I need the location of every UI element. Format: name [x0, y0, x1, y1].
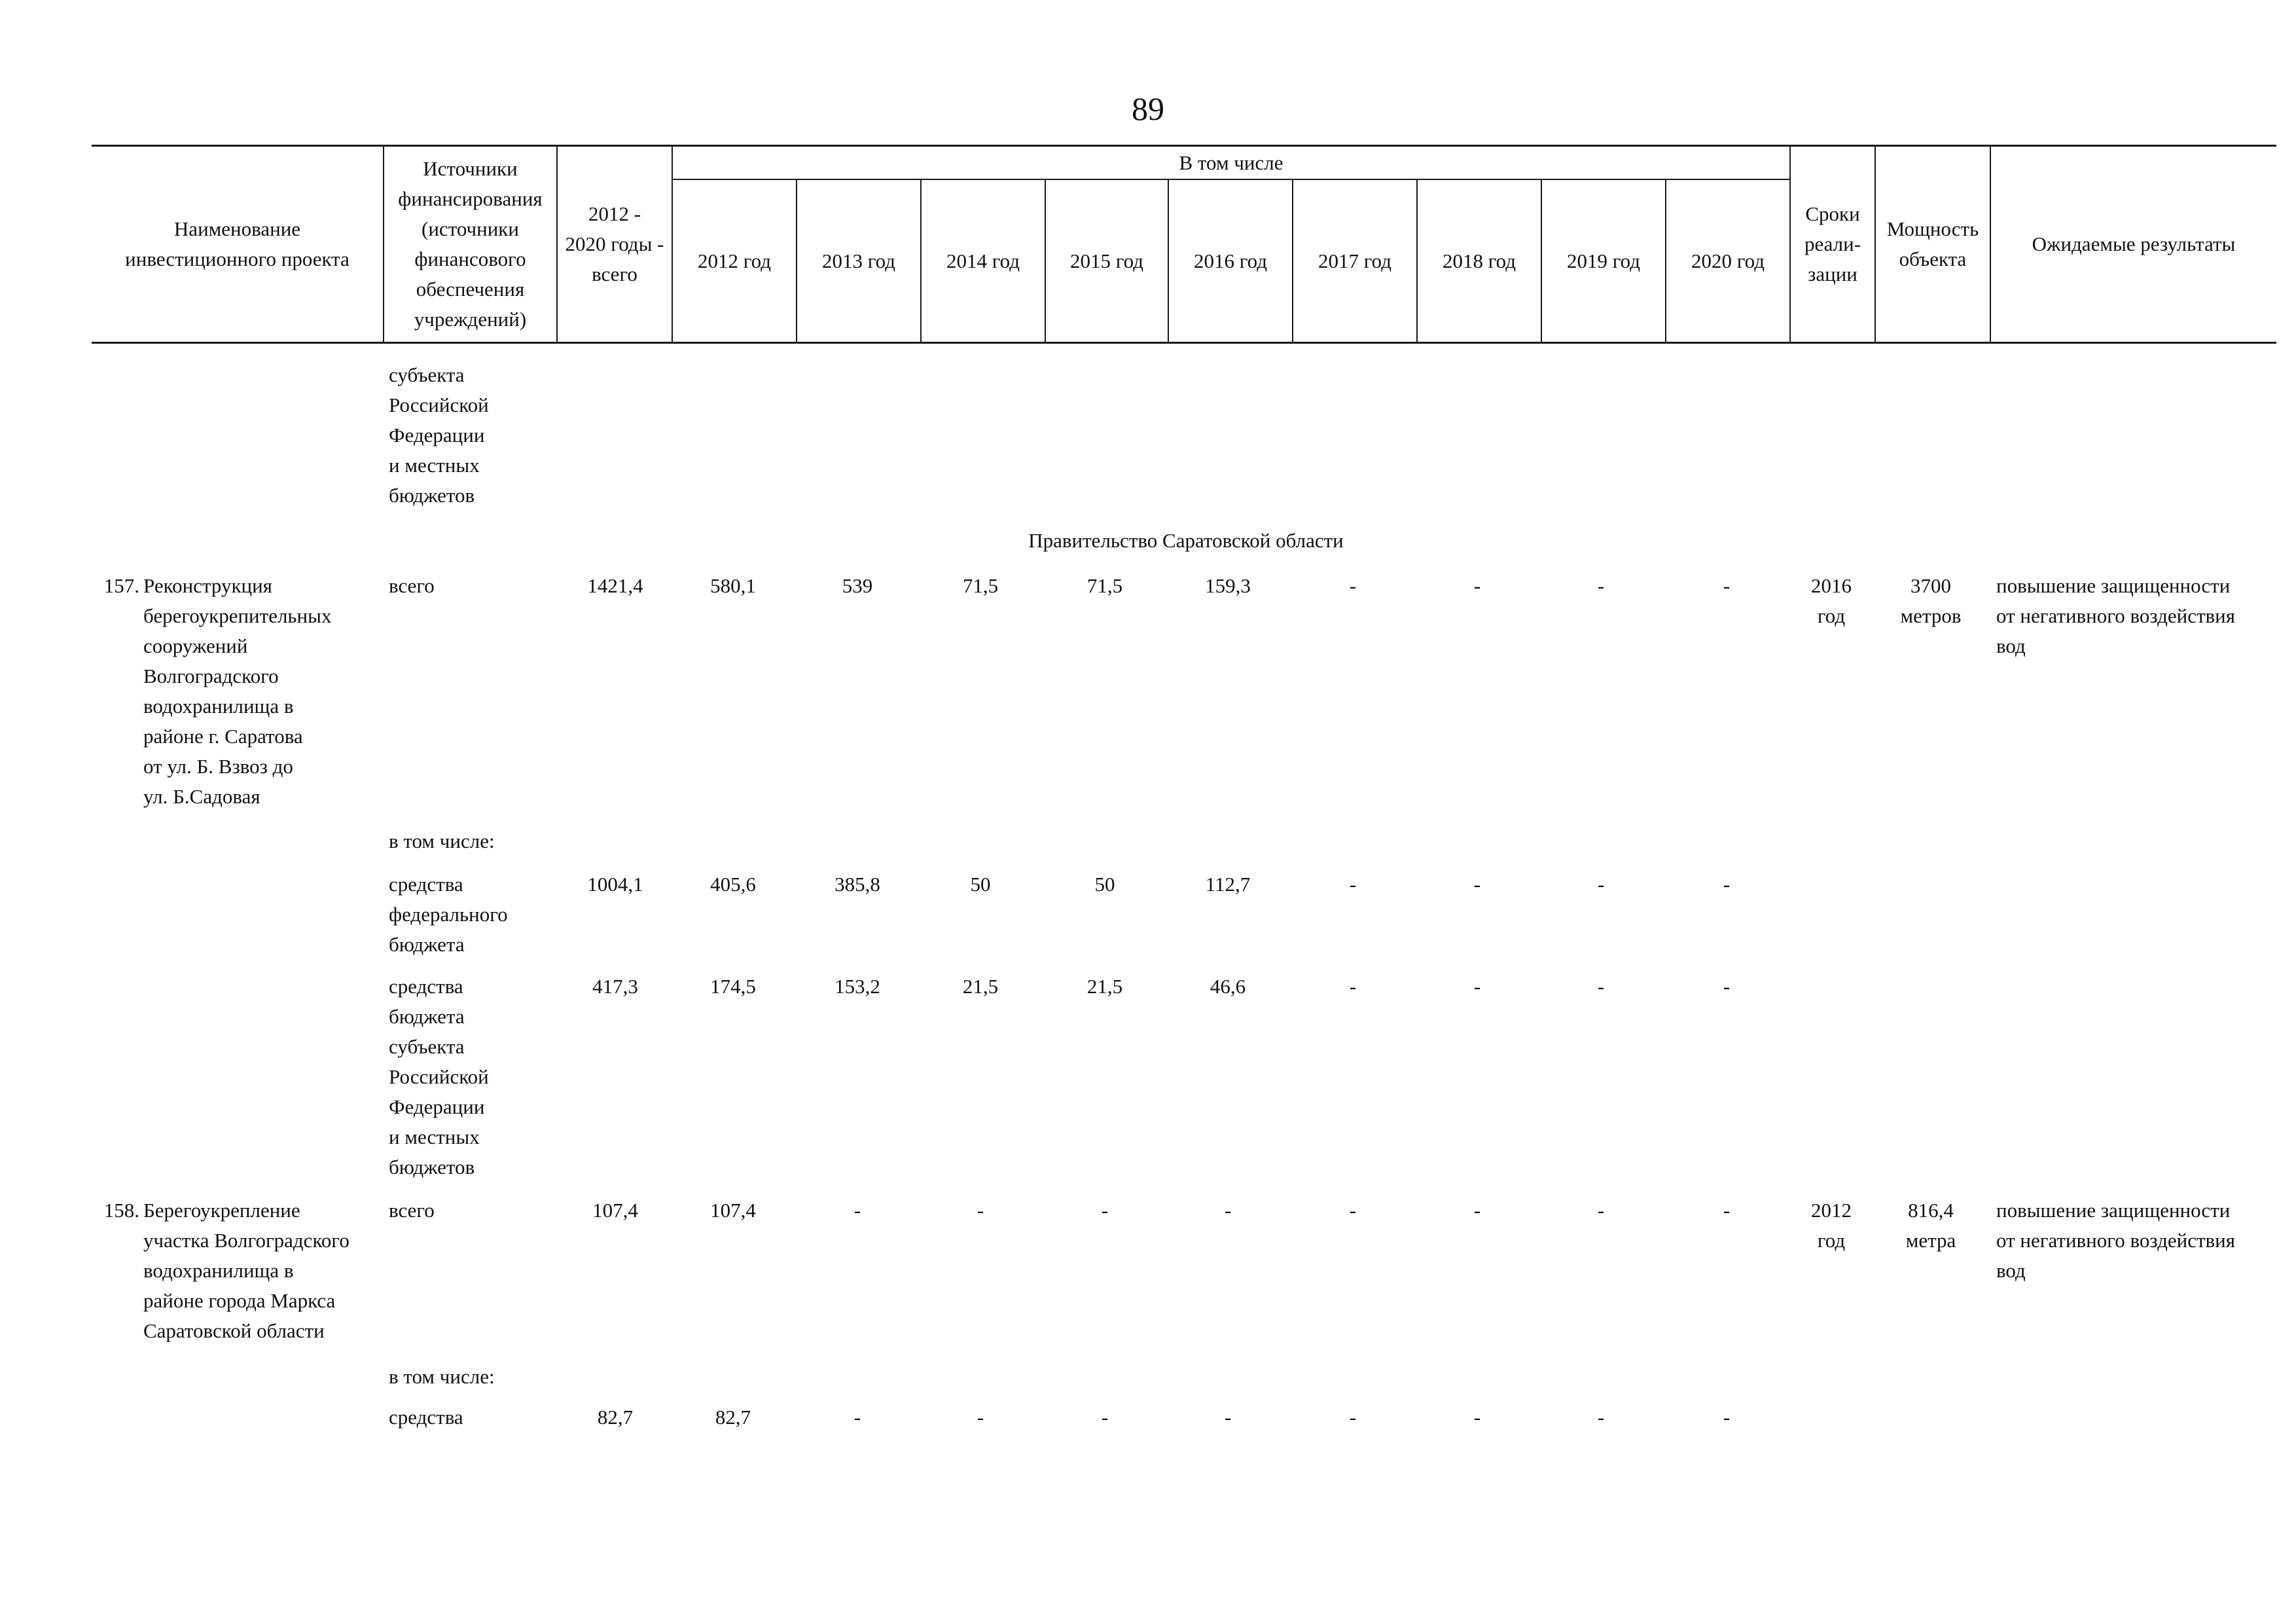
section-title: Правительство Саратовской области [1028, 529, 1344, 552]
term: 2012 год [1811, 1199, 1852, 1252]
header-year-2014: 2014 год [946, 249, 1020, 272]
project-name: Берегоукрепление участка Волгоградского водохранилища в районе города Маркса Саратовской области [143, 1199, 350, 1342]
total-value: 82,7 [597, 1406, 634, 1429]
value-2018: - [1473, 975, 1481, 998]
value-2014: 21,5 [962, 975, 999, 998]
value-2016: 46,6 [1210, 975, 1246, 998]
header-including: В том числе [1179, 151, 1283, 174]
total-value: 417,3 [592, 975, 638, 998]
capacity: 3700 метров [1900, 574, 1962, 627]
project-name: Реконструкция берегоукрепительных сооружений Волгоградского водохранилища в районе г. Саратова от ул. Б. Взвоз до ул. Б.Садовая [143, 574, 332, 808]
value-2013: 539 [842, 574, 873, 597]
value-2012: 82,7 [715, 1406, 751, 1429]
total-label: всего [389, 574, 435, 597]
value-2015: 71,5 [1086, 574, 1123, 597]
value-2012: 107,4 [710, 1199, 756, 1222]
value-2020: - [1723, 873, 1731, 896]
value-2017: - [1349, 873, 1357, 896]
value-2012: 580,1 [710, 574, 756, 597]
total-value: 107,4 [592, 1199, 638, 1222]
value-2016: 112,7 [1205, 873, 1251, 896]
header-year-2012: 2012 год [697, 249, 772, 272]
header-year-2019: 2019 год [1566, 249, 1641, 272]
header-year-2015: 2015 год [1069, 249, 1144, 272]
value-2015: 50 [1094, 873, 1115, 896]
value-2016: - [1224, 1199, 1232, 1222]
page-number: 89 [1132, 90, 1164, 127]
term: 2016 год [1811, 574, 1852, 627]
value-2012: 174,5 [710, 975, 756, 998]
value-2019: - [1597, 1406, 1605, 1429]
value-2020: - [1723, 574, 1731, 597]
header-year-2018: 2018 год [1442, 249, 1516, 272]
value-2017: - [1349, 1199, 1357, 1222]
header-year-2020: 2020 год [1691, 249, 1765, 272]
source-label: средства федерального бюджета [389, 873, 508, 956]
header-expected-results: Ожидаемые результаты [2032, 232, 2236, 255]
value-2013: - [853, 1406, 861, 1429]
header-year-2017: 2017 год [1318, 249, 1392, 272]
source-label: средства бюджета субъекта Российской Федерации и местных бюджетов [389, 975, 489, 1178]
source-label: средства [389, 1406, 463, 1429]
value-2014: 71,5 [962, 574, 999, 597]
header-funding-sources: Источники финансирования (источники финансового обеспечения учреждений) [398, 157, 543, 331]
value-2018: - [1473, 1406, 1481, 1429]
value-2019: - [1597, 873, 1605, 896]
capacity: 816,4 метра [1905, 1199, 1956, 1252]
header-year-2013: 2013 год [821, 249, 896, 272]
expected-result: повышение защищенности от негативного воздействия вод [1996, 1199, 2235, 1282]
project-number: 158. [103, 1199, 139, 1222]
value-2020: - [1723, 1199, 1731, 1222]
including-label: в том числе: [389, 1365, 495, 1388]
value-2019: - [1597, 574, 1605, 597]
value-2019: - [1597, 975, 1605, 998]
header-year-2016: 2016 год [1193, 249, 1268, 272]
value-2014: - [977, 1199, 984, 1222]
total-label: всего [389, 1199, 435, 1222]
value-2016: 159,3 [1205, 574, 1251, 597]
header-terms: Сроки реали- зации [1804, 202, 1861, 285]
header-bottom-rule [92, 342, 2276, 344]
value-2020: - [1723, 1406, 1731, 1429]
expected-result: повышение защищенности от негативного воздействия вод [1996, 574, 2235, 657]
value-2017: - [1349, 1406, 1357, 1429]
value-2014: 50 [970, 873, 991, 896]
project-number: 157. [103, 574, 139, 597]
value-2015: - [1101, 1406, 1109, 1429]
total-value: 1004,1 [587, 873, 643, 896]
value-2019: - [1597, 1199, 1605, 1222]
value-2018: - [1473, 1199, 1481, 1222]
header-capacity: Мощность объекта [1886, 217, 1979, 270]
value-2017: - [1349, 574, 1357, 597]
value-2017: - [1349, 975, 1357, 998]
value-2013: 385,8 [834, 873, 880, 896]
continued-source-label: субъекта Российской Федерации и местных бюджетов [389, 363, 489, 507]
value-2020: - [1723, 975, 1731, 998]
value-2018: - [1473, 873, 1481, 896]
value-2015: - [1101, 1199, 1109, 1222]
value-2016: - [1224, 1406, 1232, 1429]
value-2013: - [853, 1199, 861, 1222]
value-2013: 153,2 [834, 975, 880, 998]
value-2014: - [977, 1406, 984, 1429]
total-value: 1421,4 [587, 574, 643, 597]
value-2018: - [1473, 574, 1481, 597]
header-total: 2012 - 2020 годы - всего [565, 202, 664, 285]
value-2015: 21,5 [1086, 975, 1123, 998]
header-project-name: Наименование инвестиционного проекта [125, 217, 350, 270]
including-label: в том числе: [389, 830, 495, 852]
value-2012: 405,6 [710, 873, 756, 896]
